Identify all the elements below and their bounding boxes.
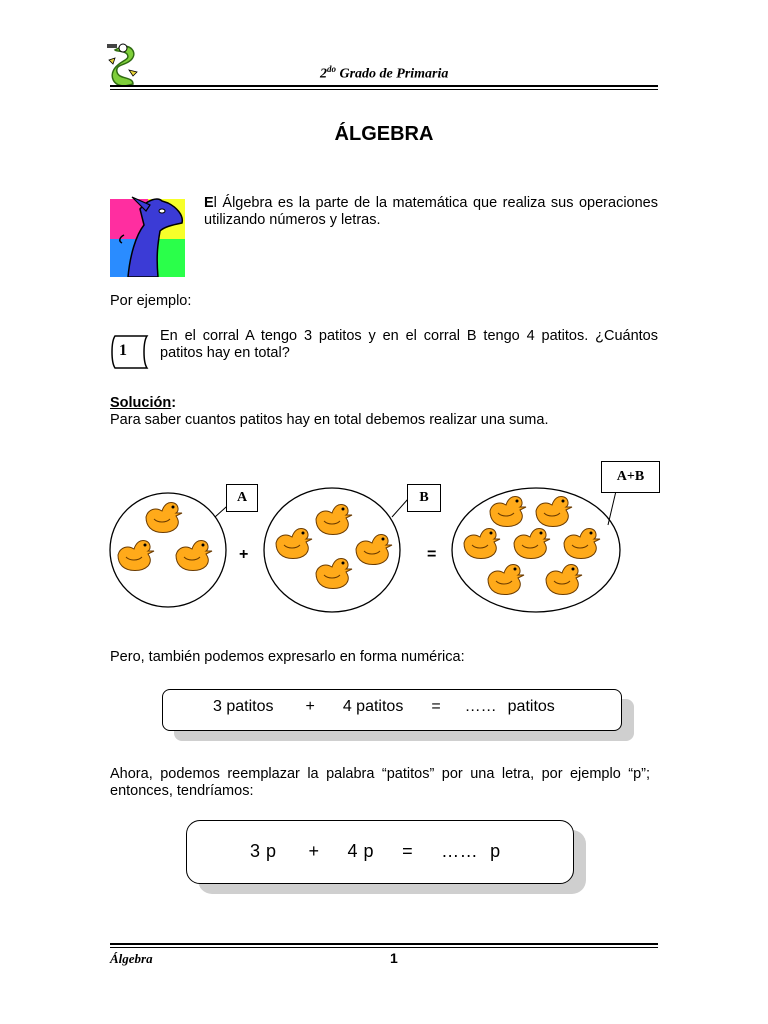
eq2-plus: + [308, 840, 320, 861]
numeric-intro: Pero, también podemos expresarlo en forma numérica: [110, 649, 465, 665]
figure-equals-sign: = [427, 546, 437, 563]
figure-plus-sign: + [239, 546, 249, 563]
solution-heading-line [110, 395, 176, 412]
grade-text: Grado de Primaria [339, 66, 449, 82]
dragon-logo-icon [103, 40, 143, 90]
example-intro: Por ejemplo: [110, 293, 192, 309]
page-title: ÁLGEBRA [334, 123, 434, 145]
duck-corrals-figure [100, 455, 670, 620]
replace-paragraph: Ahora, podemos reemplazar la palabra “patitos” por una letra, por ejemplo “p”; entonces, tendríamos: [110, 766, 650, 799]
label-a-plus-b: A+B [601, 461, 660, 493]
problem-number-badge [107, 334, 151, 370]
eq1-plus: + [305, 698, 315, 715]
eq2-unit: p [490, 840, 501, 861]
intro-text: l Álgebra es la parte de la matemática que realiza sus operaciones utilizando números y letras. [204, 195, 658, 228]
eq2-equals: = [402, 840, 414, 861]
eq1-term-b: 4 patitos [342, 698, 404, 715]
eq1-equals: = [431, 698, 441, 715]
page-number: 1 [390, 950, 398, 966]
eq1-dots: …… [464, 698, 497, 715]
problem-number: 1 [119, 342, 127, 359]
header-rule [110, 85, 658, 87]
header-rule-thin [110, 89, 658, 90]
eq1-term-a: 3 patitos [213, 698, 274, 715]
equation-letters [250, 840, 501, 862]
intro-paragraph [204, 195, 658, 229]
character-illustration [110, 195, 185, 277]
solution-colon: : [171, 395, 177, 411]
label-a: A [226, 484, 258, 512]
eq2-dots: …… [441, 840, 479, 861]
problem-text: En el corral A tengo 3 patitos y en el corral B tengo 4 patitos. ¿Cuántos patitos hay en total? [160, 328, 658, 361]
intro-dropcap: E [204, 195, 214, 211]
label-b: B [407, 484, 441, 512]
solution-text: Para saber cuantos patitos hay en total debemos realizar una suma. [110, 412, 549, 428]
eq1-unit: patitos [507, 698, 555, 715]
footer-left: Álgebra [110, 951, 153, 966]
equation-words [213, 698, 555, 716]
footer-rule-thin [110, 947, 658, 948]
header-grade [320, 64, 448, 83]
eq2-term-b: 4 p [347, 840, 375, 861]
eq2-term-a: 3 p [250, 840, 277, 861]
footer-rule [110, 943, 658, 945]
grade-number: 2 [320, 66, 327, 82]
solution-heading: Solución [110, 395, 172, 411]
grade-superscript: do [327, 64, 336, 74]
